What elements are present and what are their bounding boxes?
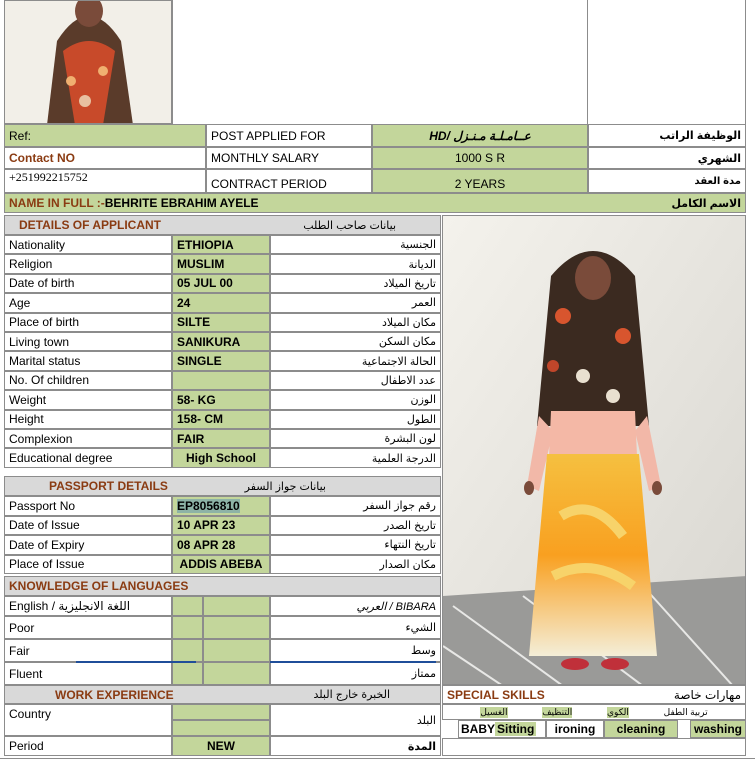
- details-row-label: Nationality: [4, 235, 172, 254]
- details-row-ar: مكان الميلاد: [270, 313, 441, 332]
- salary-ar-label: الشهري: [588, 147, 746, 169]
- details-row-value: [172, 371, 270, 390]
- passport-row-label: Passport No: [4, 496, 172, 516]
- language-level-col-1: [172, 616, 203, 639]
- language-level-ar: الشيء: [270, 616, 441, 639]
- passport-title-row: [4, 476, 441, 496]
- passport-row-label: Date of Expiry: [4, 535, 172, 555]
- details-row-value: SANIKURA: [172, 332, 270, 351]
- ref-label: Ref:: [4, 124, 206, 147]
- details-row-ar: الطول: [270, 410, 441, 429]
- language-level-col-1: [172, 639, 203, 662]
- details-title-ar: بيانات صاحب الطلب: [303, 219, 396, 232]
- details-row-label: Height: [4, 410, 172, 429]
- details-row-value: SILTE: [172, 313, 270, 332]
- details-row-label: Religion: [4, 254, 172, 273]
- details-row-ar: عدد الاطفال: [270, 371, 441, 390]
- details-row-value: 158- CM: [172, 410, 270, 429]
- skill-ar-baby: تربية الطفل: [663, 706, 708, 717]
- skills-title: SPECIAL SKILLS: [447, 687, 545, 702]
- details-row-label: Place of birth: [4, 313, 172, 332]
- skills-title-ar: مهارات خاصة: [673, 687, 741, 702]
- details-row-ar: مكان السكن: [270, 332, 441, 351]
- details-row-value: MUSLIM: [172, 254, 270, 273]
- details-row-ar: الدرجة العلمية: [270, 448, 441, 467]
- language-level-label: Fair: [4, 639, 172, 662]
- english-col-1: [172, 596, 203, 616]
- language-level-label: Poor: [4, 616, 172, 639]
- details-row-value: 58- KG: [172, 390, 270, 409]
- skill-cleaning: cleaning: [604, 720, 678, 738]
- work-title-row: [4, 685, 441, 704]
- contract-label: CONTRACT PERIOD: [206, 169, 372, 193]
- contact-value: +251992215752: [4, 169, 206, 193]
- contract-ar-label: مدة العقد: [588, 169, 746, 193]
- passport-title-ar: بيانات جواز السفر: [244, 480, 326, 493]
- passport-row-label: Date of Issue: [4, 516, 172, 536]
- passport-number: EP8056810: [177, 498, 240, 513]
- post-label: POST APPLIED FOR: [206, 124, 372, 147]
- fluent-line-right: [270, 661, 436, 663]
- language-level-col-2: [203, 662, 270, 685]
- details-title-row: [4, 215, 441, 235]
- language-level-col-1: [172, 662, 203, 685]
- skills-ar-row: [442, 704, 746, 720]
- skill-ar-cleaning: التنظيف: [542, 706, 573, 717]
- passport-row-value: 10 APR 23: [172, 516, 270, 536]
- language-level-ar: وسط: [270, 639, 441, 662]
- details-row-ar: الجنسية: [270, 235, 441, 254]
- skill-baby-sitting: [458, 720, 546, 738]
- skill-ironing: ironing: [546, 720, 604, 738]
- country-value-2: [172, 720, 270, 736]
- passport-row-ar: تاريخ الصدر: [270, 516, 441, 536]
- applicant-photo-full: [442, 215, 746, 685]
- work-title-ar: الخبرة خارج البلد: [313, 689, 390, 701]
- skill-ar-washing: الغسيل: [480, 706, 508, 717]
- passport-row-label: Place of Issue: [4, 555, 172, 575]
- english-col-2: [203, 596, 270, 616]
- passport-row-ar: رقم جواز السفر: [270, 496, 441, 516]
- details-row-ar: الوزن: [270, 390, 441, 409]
- name-label: NAME IN FULL :-: [9, 196, 105, 210]
- country-ar: البلد: [270, 704, 441, 736]
- details-row-value: High School: [172, 448, 270, 467]
- language-level-ar: ممتاز: [270, 662, 441, 685]
- skill-ar-ironing: الكوي: [607, 706, 629, 717]
- details-title: DETAILS OF APPLICANT: [19, 218, 161, 232]
- details-row-value: SINGLE: [172, 351, 270, 370]
- details-row-label: Educational degree: [4, 448, 172, 467]
- passport-row-value: ADDIS ABEBA: [172, 555, 270, 575]
- details-row-value: 05 JUL 00: [172, 274, 270, 293]
- passport-row-ar: مكان الصدار: [270, 555, 441, 575]
- post-ar-label: الوظيفة الراتب: [588, 124, 746, 147]
- language-level-label: Fluent: [4, 662, 172, 685]
- details-row-value: ETHIOPIA: [172, 235, 270, 254]
- applicant-photo-small: [4, 0, 172, 124]
- details-row-label: Marital status: [4, 351, 172, 370]
- english-label: English / اللغة الانجليزية: [4, 596, 172, 616]
- country-label: Country: [4, 704, 172, 736]
- languages-title-row: [4, 576, 441, 596]
- name-ar-label: الاسم الكامل: [671, 197, 741, 210]
- work-title: WORK EXPERIENCE: [55, 687, 174, 702]
- details-row-ar: الحالة الاجتماعية: [270, 351, 441, 370]
- passport-row-ar: تاريخ النتهاء: [270, 535, 441, 555]
- period-value: NEW: [172, 736, 270, 756]
- skill-sitting: Sitting: [497, 722, 535, 736]
- details-row-label: Living town: [4, 332, 172, 351]
- salary-label: MONTHLY SALARY: [206, 147, 372, 169]
- details-row-label: Complexion: [4, 429, 172, 448]
- passport-row-value: [172, 496, 270, 516]
- contact-label: Contact NO: [4, 147, 206, 169]
- skills-blank-row: [442, 738, 746, 756]
- skill-washing: washing: [690, 720, 746, 738]
- post-value: HD/ عــامـلـة مـنـزل: [372, 124, 588, 147]
- details-row-ar: العمر: [270, 293, 441, 312]
- details-row-value: FAIR: [172, 429, 270, 448]
- passport-row-value: 08 APR 28: [172, 535, 270, 555]
- name-value: BEHRITE EBRAHIM AYELE: [104, 196, 259, 210]
- salary-value: 1000 S R: [372, 147, 588, 169]
- language-level-col-2: [203, 639, 270, 662]
- details-row-label: Weight: [4, 390, 172, 409]
- skill-baby-label: BABY: [461, 722, 496, 736]
- details-row-label: No. Of children: [4, 371, 172, 390]
- period-ar: المدة: [270, 736, 441, 756]
- skills-title-row: [442, 685, 746, 704]
- details-row-label: Date of birth: [4, 274, 172, 293]
- contract-value: 2 YEARS: [372, 169, 588, 193]
- country-value-1: [172, 704, 270, 720]
- arabic-label: BIBARA / العربي: [270, 596, 441, 616]
- details-row-ar: تاريخ الميلاد: [270, 274, 441, 293]
- fluent-line-left: [76, 661, 196, 663]
- language-level-col-2: [203, 616, 270, 639]
- name-row: [4, 193, 746, 213]
- period-label: Period: [4, 736, 172, 756]
- details-row-ar: لون البشرة: [270, 429, 441, 448]
- details-row-label: Age: [4, 293, 172, 312]
- details-row-ar: الديانة: [270, 254, 441, 273]
- details-row-value: 24: [172, 293, 270, 312]
- passport-title: PASSPORT DETAILS: [49, 479, 168, 493]
- languages-title: KNOWLEDGE OF LANGUAGES: [9, 579, 189, 593]
